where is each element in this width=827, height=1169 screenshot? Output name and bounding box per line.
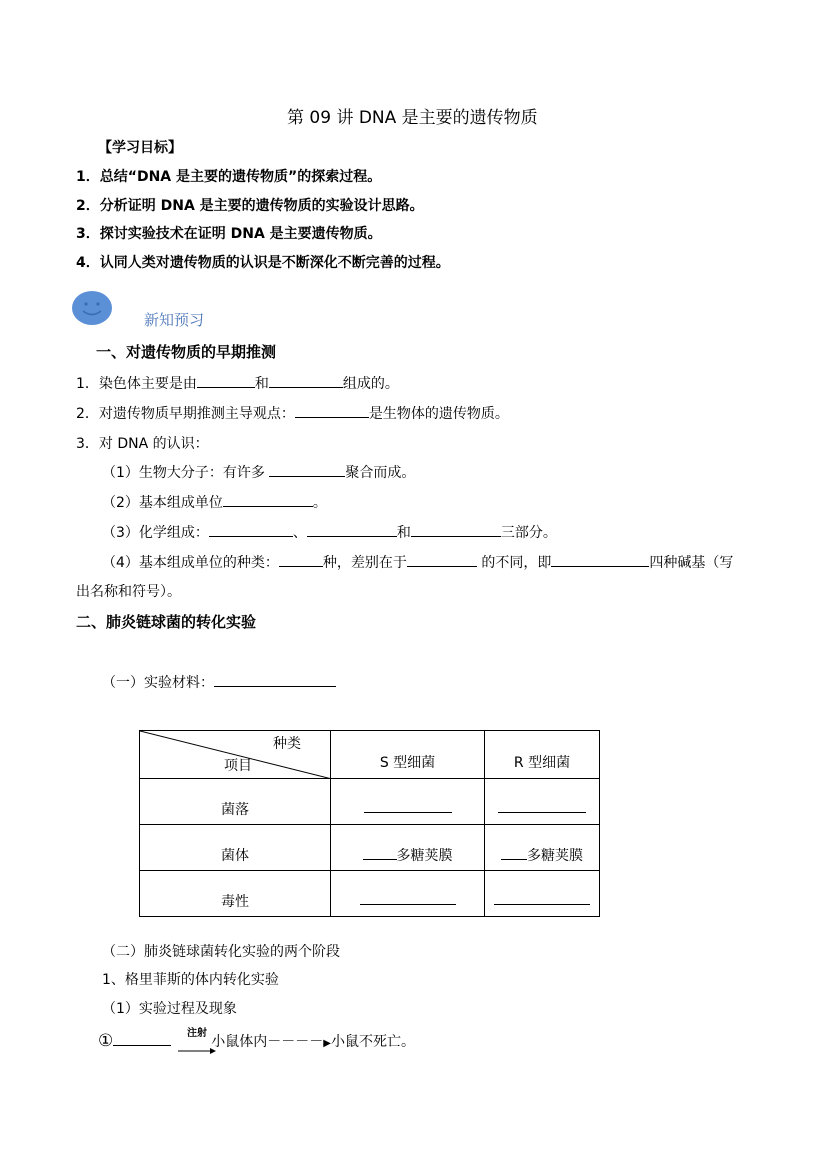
cell-value: 多糖荚膜 bbox=[485, 825, 600, 871]
question-3-4: （4）基本组成单位的种类： 种，差别在于 的不同，即 四种碱基（写 bbox=[102, 552, 733, 572]
row-label: 菌体 bbox=[140, 825, 331, 871]
inject-arrow bbox=[178, 1028, 216, 1059]
table-row bbox=[140, 825, 600, 871]
corner-bottom: 项目 bbox=[224, 758, 252, 774]
materials-line: （一）实验材料： bbox=[102, 672, 336, 692]
cell-blank bbox=[331, 871, 485, 917]
col-header-r: R 型细菌 bbox=[485, 731, 600, 779]
inject-label: 注射 bbox=[187, 1028, 207, 1039]
stages-line: （二）肺炎链球菌转化实验的两个阶段 bbox=[102, 944, 340, 960]
corner-top: 种类 bbox=[273, 736, 301, 752]
section2-heading: 二、肺炎链球菌的转化实验 bbox=[76, 613, 257, 631]
step-1: ① 小鼠体内－－－－▶小鼠不死亡。 bbox=[98, 1031, 415, 1051]
goal-item: 1．总结“DNA 是主要的遗传物质”的探索过程。 bbox=[76, 169, 382, 185]
table-row bbox=[140, 871, 600, 917]
table-corner bbox=[140, 731, 331, 779]
arrow-right-icon bbox=[178, 1047, 216, 1055]
bacteria-table bbox=[139, 730, 600, 917]
cell-value: 多糖荚膜 bbox=[331, 825, 485, 871]
section1-heading: 一、对遗传物质的早期推测 bbox=[96, 343, 277, 361]
goals-heading: 【学习目标】 bbox=[98, 140, 182, 156]
question-3-1: （1）生物大分子：有许多 聚合而成。 bbox=[102, 462, 415, 482]
smiley-icon bbox=[72, 291, 112, 325]
col-header-s: S 型细菌 bbox=[331, 731, 485, 779]
question-3-2: （2）基本组成单位 。 bbox=[102, 492, 327, 512]
process-line: （1）实验过程及现象 bbox=[102, 1001, 237, 1017]
step-number: ① bbox=[98, 1031, 114, 1051]
cell-blank bbox=[485, 871, 600, 917]
griffith-line: 1、格里菲斯的体内转化实验 bbox=[102, 972, 279, 988]
question-1: 1．染色体主要是由 和 组成的。 bbox=[76, 373, 399, 393]
preview-label: 新知预习 bbox=[144, 311, 205, 329]
row-label: 毒性 bbox=[140, 871, 331, 917]
goal-item: 4．认同人类对遗传物质的认识是不断深化不断完善的过程。 bbox=[76, 255, 450, 271]
page-title: 第 09 讲 DNA 是主要的遗传物质 bbox=[287, 108, 538, 128]
goal-item: 2．分析证明 DNA 是主要的遗传物质的实验设计思路。 bbox=[76, 198, 424, 214]
row-label: 菌落 bbox=[140, 779, 331, 825]
question-3-3: （3）化学组成： 、 和 三部分。 bbox=[102, 522, 557, 542]
table-row bbox=[140, 779, 600, 825]
question-3-4-cont: 出名称和符号）。 bbox=[76, 584, 181, 600]
cell-blank bbox=[331, 779, 485, 825]
arrow-icon: ▶ bbox=[323, 1038, 331, 1049]
question-2: 2．对遗传物质早期推测主导观点： 是生物体的遗传物质。 bbox=[76, 403, 509, 423]
cell-blank bbox=[485, 779, 600, 825]
question-3: 3．对 DNA 的认识： bbox=[76, 436, 209, 452]
goal-item: 3．探讨实验技术在证明 DNA 是主要遗传物质。 bbox=[76, 226, 382, 242]
